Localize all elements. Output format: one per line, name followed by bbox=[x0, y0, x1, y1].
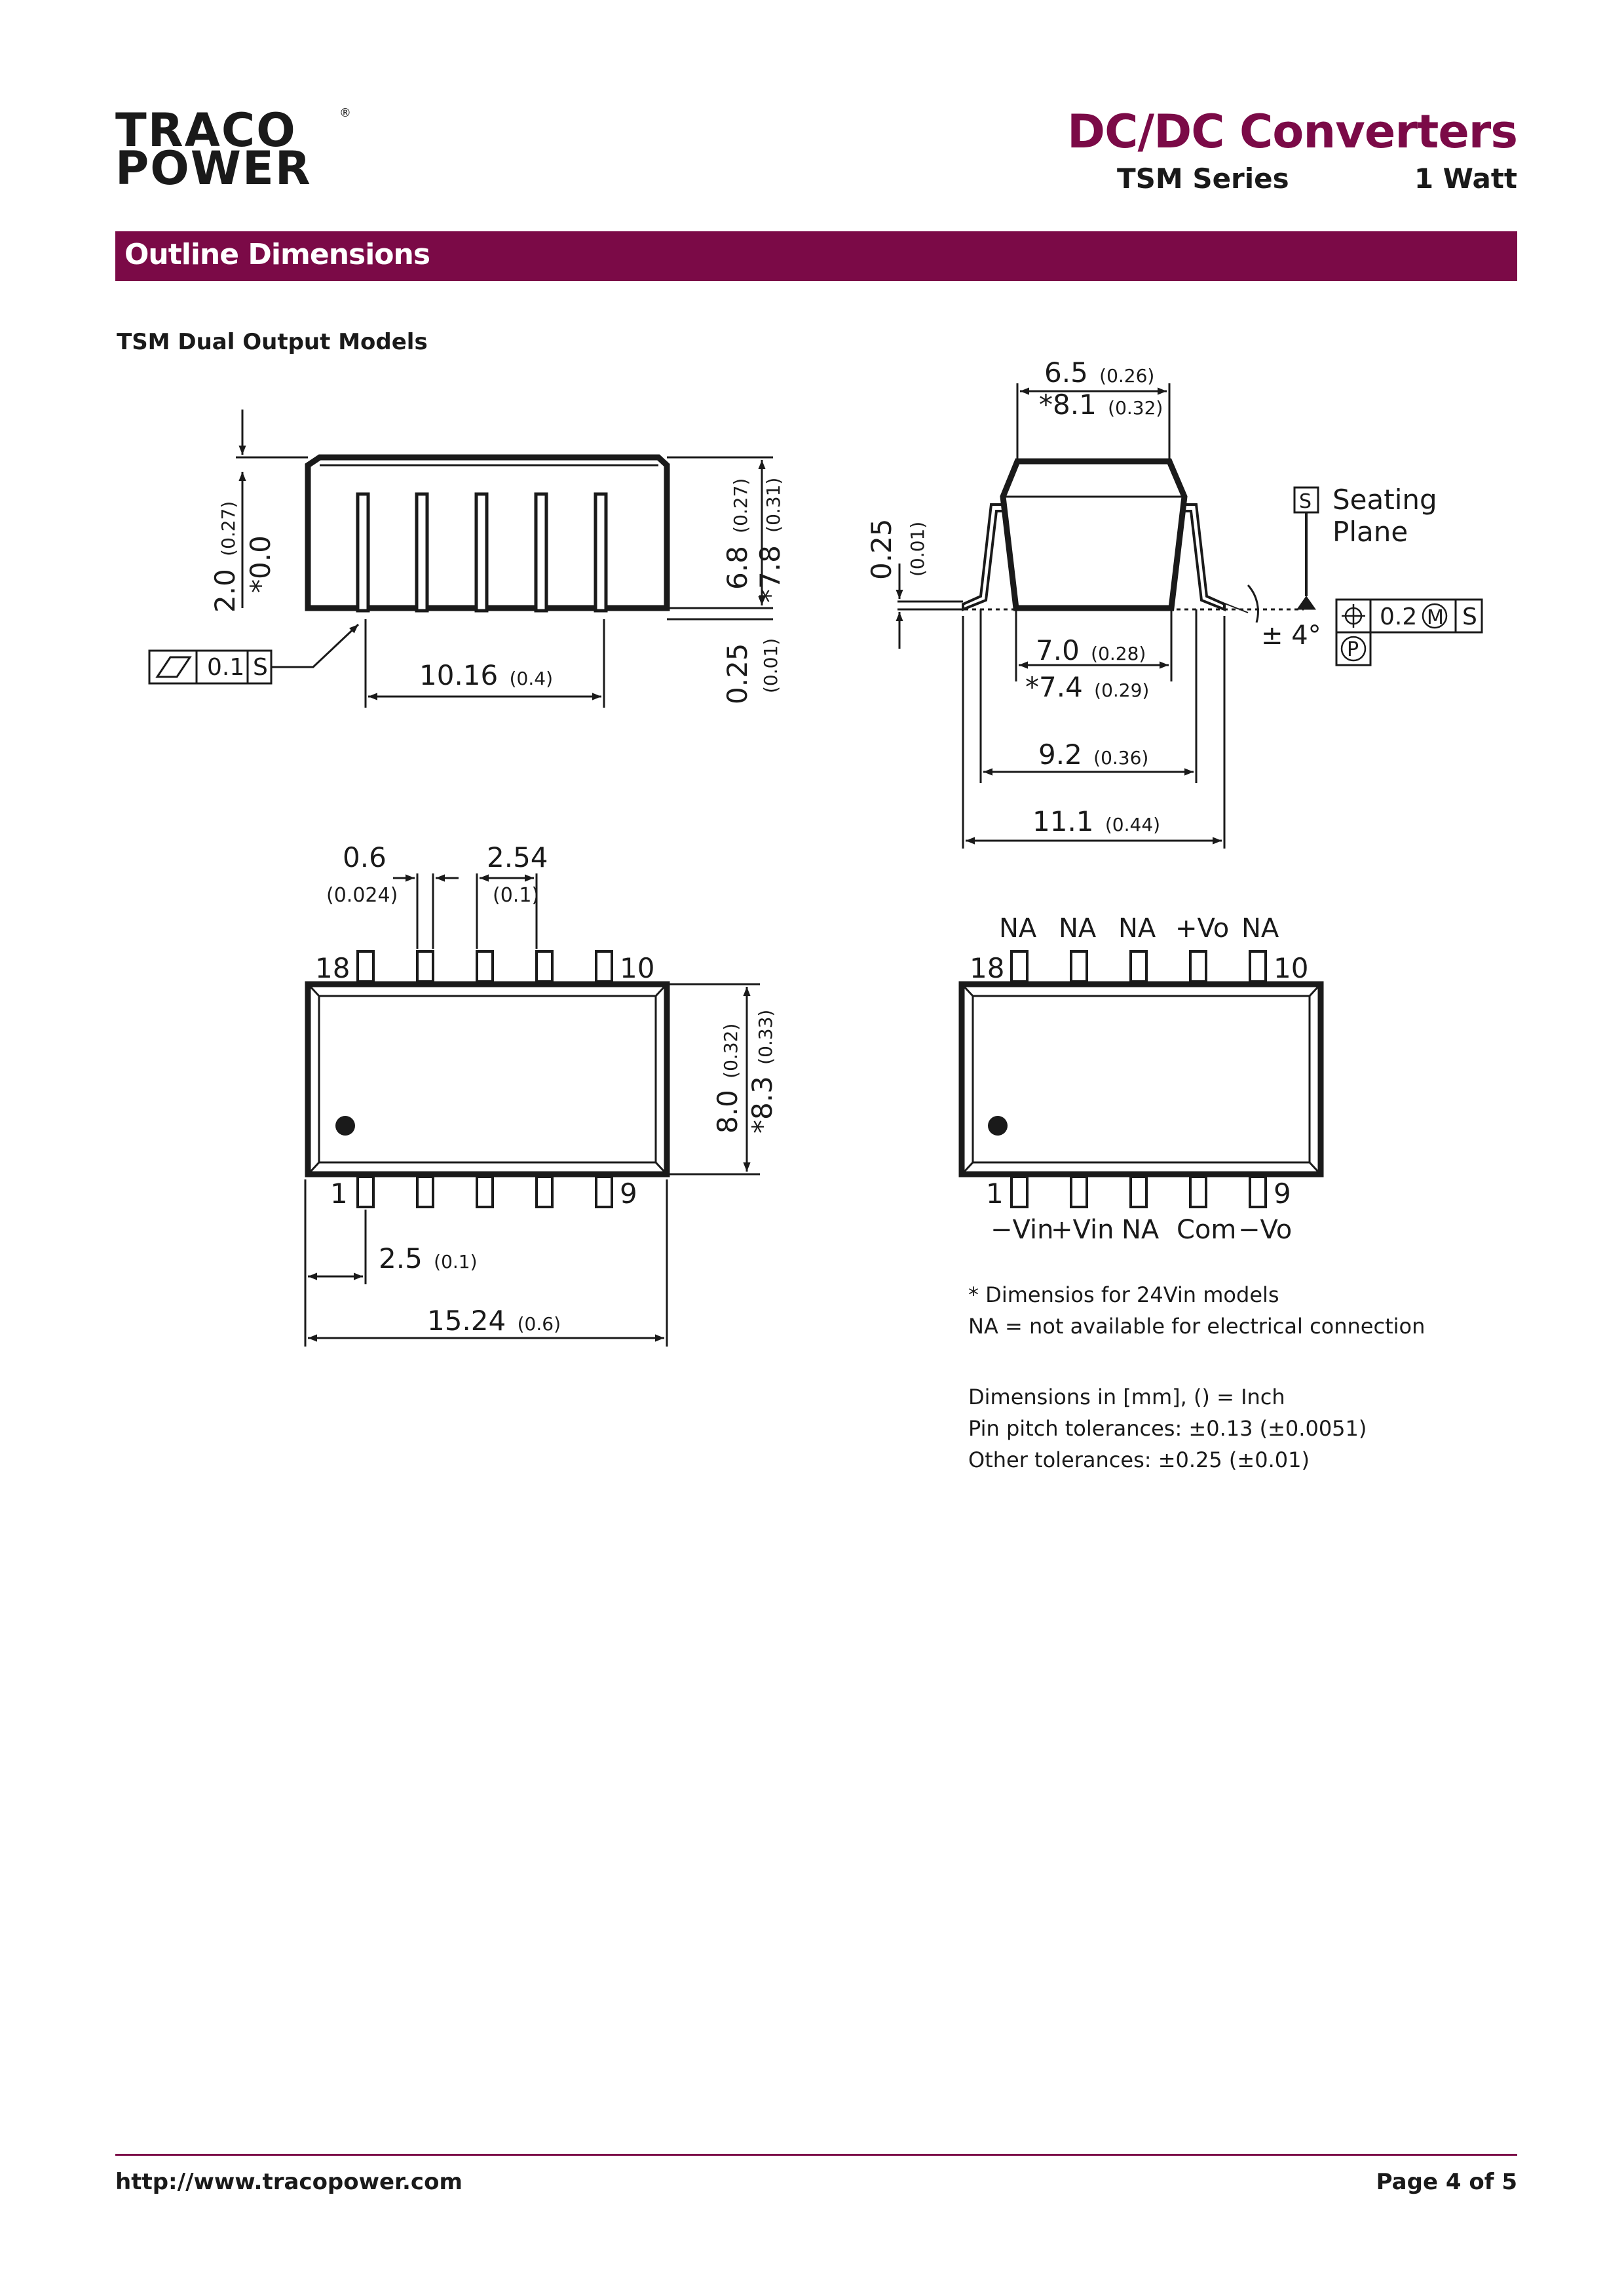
pinout-view bbox=[962, 951, 1321, 1207]
top-view-labels bbox=[315, 841, 778, 1337]
end-lead-outer-label: 11.1 (0.44) bbox=[1032, 805, 1161, 837]
pin1-marker bbox=[335, 1116, 355, 1136]
end-base-width-label: 7.0 (0.28) bbox=[1036, 634, 1146, 666]
top-pin-9-label: 9 bbox=[620, 1177, 637, 1210]
seating-plane-label-2: Plane bbox=[1332, 516, 1408, 548]
side-height-alt-label: *0.0 bbox=[244, 535, 276, 593]
pin-label-top-2: NA bbox=[1059, 913, 1097, 944]
top-view bbox=[305, 873, 760, 1347]
seating-plane-label-1: Seating bbox=[1332, 484, 1437, 516]
section-subtitle: TSM Dual Output Models bbox=[117, 329, 428, 355]
top-pin-10-label: 10 bbox=[620, 952, 655, 984]
asterisk-note: * Dimensios for 24Vin models bbox=[968, 1282, 1279, 1307]
side-view-labels bbox=[207, 478, 786, 704]
pinout-pin1-marker bbox=[988, 1116, 1008, 1136]
flatness-datum: S bbox=[253, 654, 268, 681]
power-label: 1 Watt bbox=[1414, 163, 1517, 195]
end-lead-left bbox=[963, 505, 1003, 609]
registered-mark: ® bbox=[339, 106, 352, 120]
side-pins bbox=[358, 494, 606, 611]
top-view-body bbox=[308, 984, 667, 1174]
pin-label-top-3: NA bbox=[1118, 913, 1156, 944]
section-title: Outline Dimensions bbox=[124, 238, 430, 271]
pinout-upper-pins bbox=[1011, 951, 1266, 982]
side-lead-thickness-inch-label: (0.01) bbox=[760, 638, 782, 693]
pinout-lower-pins bbox=[1011, 1177, 1266, 1207]
pinout-labels bbox=[970, 913, 1308, 1245]
side-body-height-alt-label: *7.8 (0.31) bbox=[754, 477, 786, 603]
pin-width-label: 0.6 bbox=[343, 841, 387, 873]
pitch-inch-label: (0.1) bbox=[493, 884, 540, 907]
side-pin-span-label: 10.16 (0.4) bbox=[419, 659, 553, 691]
length-label: 15.24 (0.6) bbox=[427, 1305, 561, 1337]
side-height-label: 2.0 (0.27) bbox=[209, 501, 241, 613]
pinout-pin-9-label: 9 bbox=[1274, 1177, 1291, 1210]
footer-url[interactable]: http://www.tracopower.com bbox=[115, 2169, 463, 2195]
top-view-upper-pins bbox=[358, 951, 612, 982]
pin-label-top-5: NA bbox=[1241, 913, 1279, 944]
pin-label-bottom-3: NA bbox=[1122, 1215, 1160, 1245]
pinout-pin-1-label: 1 bbox=[986, 1177, 1004, 1210]
seating-datum-letter: S bbox=[1299, 490, 1312, 513]
logo-line-2: POWER bbox=[115, 142, 312, 195]
end-lead-right bbox=[1184, 505, 1224, 609]
units-note: Dimensions in [mm], () = Inch bbox=[968, 1385, 1285, 1409]
flatness-symbol-icon bbox=[157, 657, 190, 677]
logo-line-1: TRACO bbox=[115, 104, 297, 157]
end-body bbox=[1003, 461, 1184, 608]
end-lead-inner-label: 9.2 (0.36) bbox=[1038, 738, 1149, 771]
pin-width-inch-label: (0.024) bbox=[326, 884, 398, 907]
pinout-pin-18-label: 18 bbox=[970, 952, 1005, 984]
side-lead-thickness-label: 0.25 bbox=[721, 643, 753, 704]
pin-label-bottom-2: +Vin bbox=[1051, 1215, 1114, 1245]
end-standoff-inch-label: (0.01) bbox=[907, 521, 928, 577]
pitch-label: 2.54 bbox=[487, 841, 548, 873]
pin-label-bottom-1: −Vin bbox=[991, 1215, 1054, 1245]
end-standoff-label: 0.25 bbox=[865, 518, 897, 580]
position-datum-letter: S bbox=[1462, 603, 1477, 630]
end-top-width-alt-label: *8.1 (0.32) bbox=[1039, 389, 1163, 421]
side-body-height-label: 6.8 (0.27) bbox=[721, 478, 753, 590]
lead-angle-label: ± 4° bbox=[1261, 621, 1321, 651]
flatness-value: 0.1 bbox=[207, 654, 245, 681]
end-base-width-alt-label: *7.4 (0.29) bbox=[1025, 671, 1150, 703]
top-pin-1-label: 1 bbox=[330, 1177, 348, 1210]
top-width-alt-label: *8.3 (0.33) bbox=[746, 1009, 778, 1134]
position-modifier-letter: M bbox=[1427, 606, 1444, 629]
top-pin-18-label: 18 bbox=[315, 952, 350, 984]
footer-rule bbox=[115, 2154, 1517, 2156]
notes-block bbox=[968, 1279, 1425, 1476]
projected-zone-letter: P bbox=[1347, 638, 1359, 661]
edge-offset-label: 2.5 (0.1) bbox=[379, 1242, 478, 1274]
position-tolerance-value: 0.2 bbox=[1380, 603, 1418, 630]
end-top-width-label: 6.5 (0.26) bbox=[1044, 356, 1155, 389]
na-note: NA = not available for electrical connection bbox=[968, 1314, 1426, 1339]
page-title: DC/DC Converters bbox=[1067, 105, 1517, 159]
page-number: Page 4 of 5 bbox=[1376, 2169, 1517, 2195]
series-label: TSM Series bbox=[1117, 163, 1289, 195]
other-tolerance-note: Other tolerances: ±0.25 (±0.01) bbox=[968, 1447, 1310, 1472]
pin-label-top-1: NA bbox=[999, 913, 1037, 944]
pin-label-bottom-5: −Vo bbox=[1238, 1215, 1293, 1245]
pinout-pin-10-label: 10 bbox=[1274, 952, 1309, 984]
top-width-label: 8.0 (0.32) bbox=[711, 1023, 744, 1134]
top-view-lower-pins bbox=[358, 1177, 612, 1207]
pitch-tolerance-note: Pin pitch tolerances: ±0.13 (±0.0051) bbox=[968, 1416, 1367, 1441]
pinout-body bbox=[962, 984, 1321, 1174]
pin-label-top-4: +Vo bbox=[1175, 913, 1230, 944]
pin-label-bottom-4: Com bbox=[1177, 1215, 1237, 1245]
